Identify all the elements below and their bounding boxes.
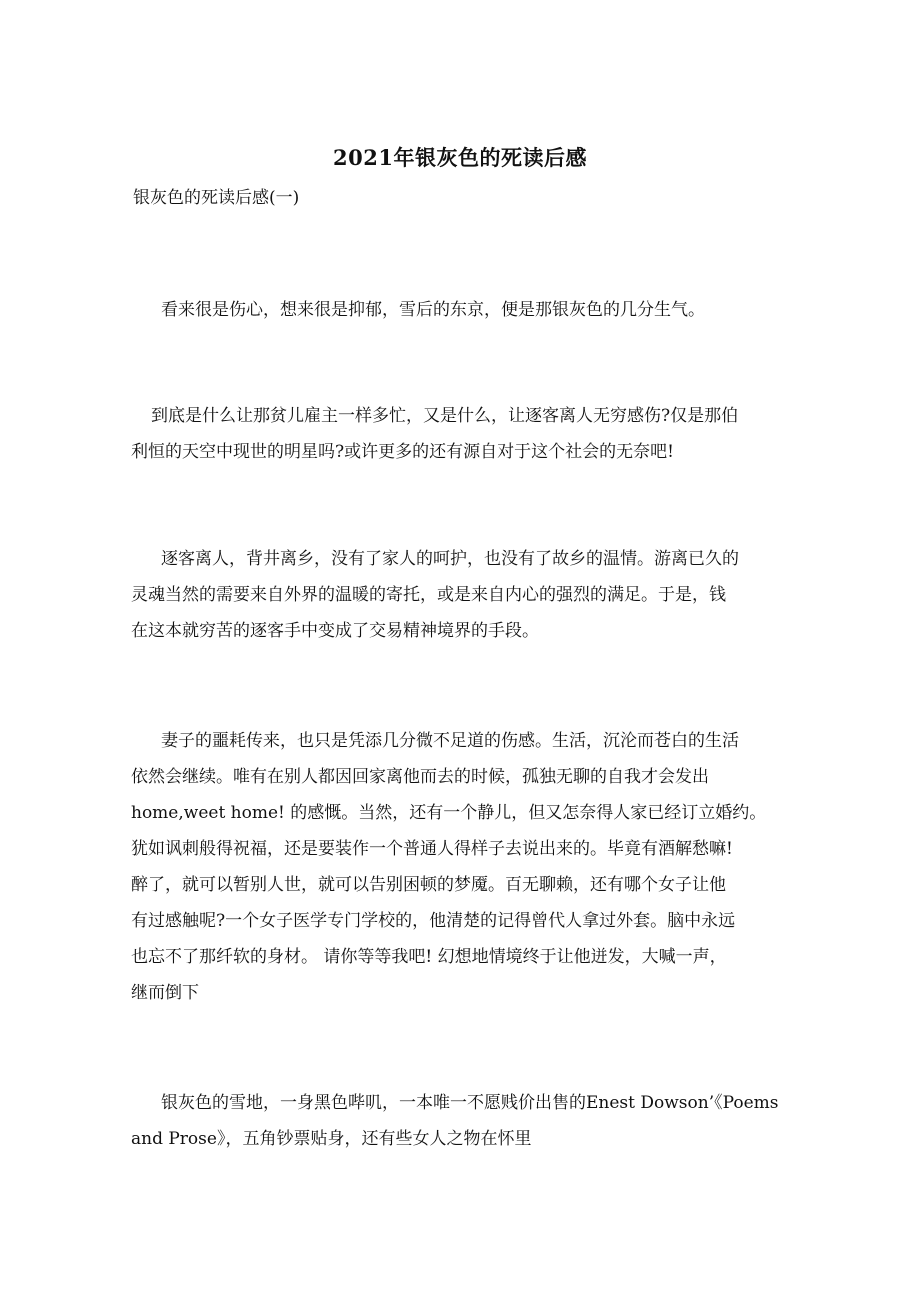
paragraph-2: 到底是什么让那贫儿雇主一样多忙，又是什么，让逐客离人无穷感伤?仅是那伯 利恒的天空中现世的明星吗?或许更多的还有源自对于这个社会的无奈吧! [131,406,739,462]
paragraph-1: 看来很是伤心，想来很是抑郁，雪后的东京，便是那银灰色的几分生气。 [161,300,705,320]
document-title: 2021年银灰色的死读后感 [333,145,587,170]
document-subtitle: 银灰色的死读后感(一) [133,188,300,208]
paragraph-3: 逐客离人，背井离乡，没有了家人的呵护，也没有了故乡的温情。游离已久的 灵魂当然的需要来自外界的温暖的寄托，或是来自内心的强烈的满足。于是，钱 在这本就穷苦的逐客手中变成了交易精神境界的手段。 [131,549,739,641]
paragraph-4: 妻子的噩耗传来，也只是凭添几分微不足道的伤感。生活，沉沦而苍白的生活 依然会继续。唯有在别人都因回家离他而去的时候，孤独无聊的自我才会发出 home,weet home! 的感慨。当然，还有一个静儿，但又怎奈得人家已经订立婚约。 犹如讽刺般得祝福，还是要装作一个普通人得样子去说出来的。毕竟有酒解愁嘛! 醉了，就可以暂别人世，就可以告别困顿的梦魇。百无聊赖，还有哪个女子让他 有过感触呢?一个女子医学专门学校的，他清楚的记得曾代人拿过外套。脑中永远 也忘不了那纤软的身材。 请你等等我吧! 幻想地情境终于让他迸发，大喊一声， 继而倒下 [131,731,767,1003]
paragraph-5: 银灰色的雪地，一身黑色哔叽，一本唯一不愿贱价出售的Enest Dowson’《Poems and Prose》，五角钞票贴身，还有些女人之物在怀里 [131,1093,779,1149]
